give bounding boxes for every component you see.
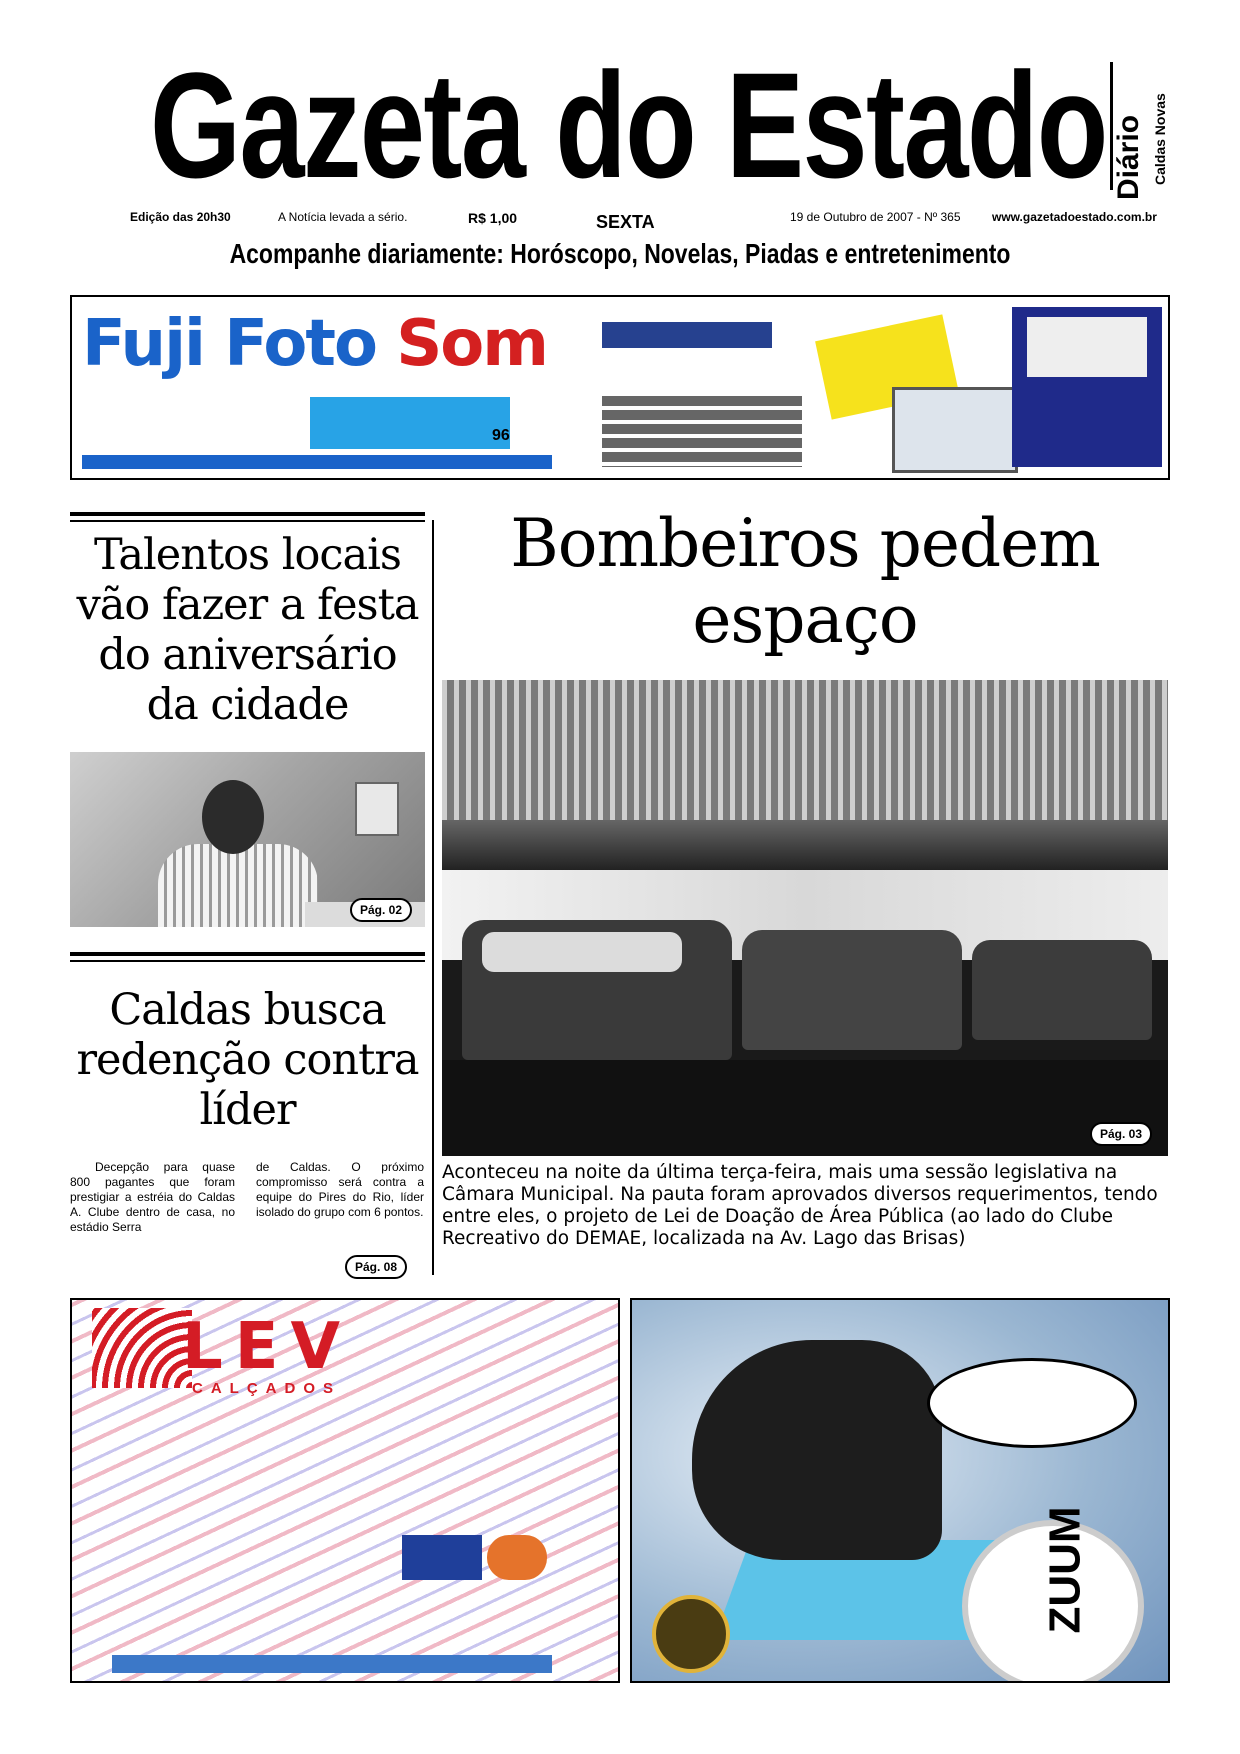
story-caldas-headline[interactable]: Caldas busca redenção contra líder [76, 985, 419, 1135]
lev-calcados-ad[interactable] [70, 1298, 620, 1683]
photo-vehicle-window [482, 932, 682, 972]
tagline: Acompanhe diariamente: Horóscopo, Novelas, Piadas e entretenimento [229, 238, 1011, 269]
section-rule [70, 512, 425, 516]
section-rule [70, 952, 425, 956]
card-mastercard-icon [487, 1535, 547, 1580]
page-ref-badge[interactable]: Pág. 03 [1090, 1122, 1152, 1146]
ad-product-list [602, 392, 802, 467]
story-caldas-text-col1: Decepção para quase 800 pagantes que foram prestigiar a estréia do Caldas A. Clube dentro de casa, no estádio Serra [70, 1160, 235, 1234]
photo-vehicle [972, 940, 1152, 1040]
page-ref-badge[interactable]: Pág. 02 [350, 898, 412, 922]
story-talentos-headline[interactable]: Talentos locais vão fazer a festa do aniversário da cidade [76, 530, 419, 730]
ad-seal-icon [652, 1595, 730, 1673]
photo-person-head [202, 780, 264, 854]
page-ref-badge[interactable]: Pág. 08 [345, 1255, 407, 1279]
ad-dancer-image [692, 1340, 942, 1560]
website-link[interactable]: www.gazetadoestado.com.br [992, 210, 1157, 224]
ad-tv-screen [1027, 317, 1147, 377]
photo-floor [442, 1060, 1168, 1156]
weekday: SEXTA [596, 212, 655, 232]
masthead-daily-label: Diário [1112, 114, 1145, 200]
story-caldas-text-col2: de Caldas. O próximo compromisso será contra a equipe do Pires do Rio, líder isolado do grupo com 6 pontos. [256, 1160, 424, 1219]
ad-callout-ellipse [927, 1358, 1137, 1448]
main-story-photo[interactable] [442, 680, 1168, 1156]
card-visa-icon [402, 1535, 482, 1580]
ad-brand-sub: CALÇADOS [192, 1380, 341, 1397]
section-rule [70, 960, 425, 962]
photo-vehicle [742, 930, 962, 1050]
price: R$ 1,00 [468, 210, 518, 226]
main-story-caption: Aconteceu na noite da última terça-feira, mais uma sessão legislativa na Câmara Municipal. Na pauta foram aprovados diversos requerimentos, tendo entre eles, o projeto de Lei de Doação de Área Pública (ao lado do Clube Recreativo do DEMAE, localizada na Av. Lago das Brisas) [442, 1162, 1158, 1249]
newspaper-title: Gazeta do Estado [150, 41, 1107, 209]
ad-monitor-image [892, 387, 1018, 473]
column-divider [432, 520, 434, 1275]
top-banner-ad[interactable] [70, 295, 1170, 480]
masthead-city-label: Caldas Novas [1152, 93, 1168, 185]
ad-brand: Fuji Foto Som [82, 307, 547, 381]
main-story-headline[interactable]: Bombeiros pedem espaço [510, 505, 1100, 658]
ad-partner-logo [602, 322, 772, 348]
photo-person-shirt [158, 844, 318, 927]
ad-address-strip [112, 1655, 552, 1673]
lev-logo-icon [92, 1308, 192, 1388]
ad-brand: ZUUM [1040, 1506, 1090, 1634]
photo-roof-shadow [442, 820, 1168, 870]
ad-address-strip [82, 455, 552, 469]
slogan: A Notícia levada a sério. [278, 210, 408, 224]
zuum-ad[interactable] [630, 1298, 1170, 1683]
ad-phone-block [82, 405, 282, 435]
edition-time: Edição das 20h30 [130, 210, 231, 224]
ad-brand: LEV [182, 1310, 353, 1384]
issue-date: 19 de Outubro de 2007 - Nº 365 [790, 210, 961, 224]
ad-info-block [310, 397, 510, 449]
photo-monitor [355, 782, 399, 836]
section-rule [70, 520, 425, 522]
ad-number: 96 [492, 427, 510, 444]
